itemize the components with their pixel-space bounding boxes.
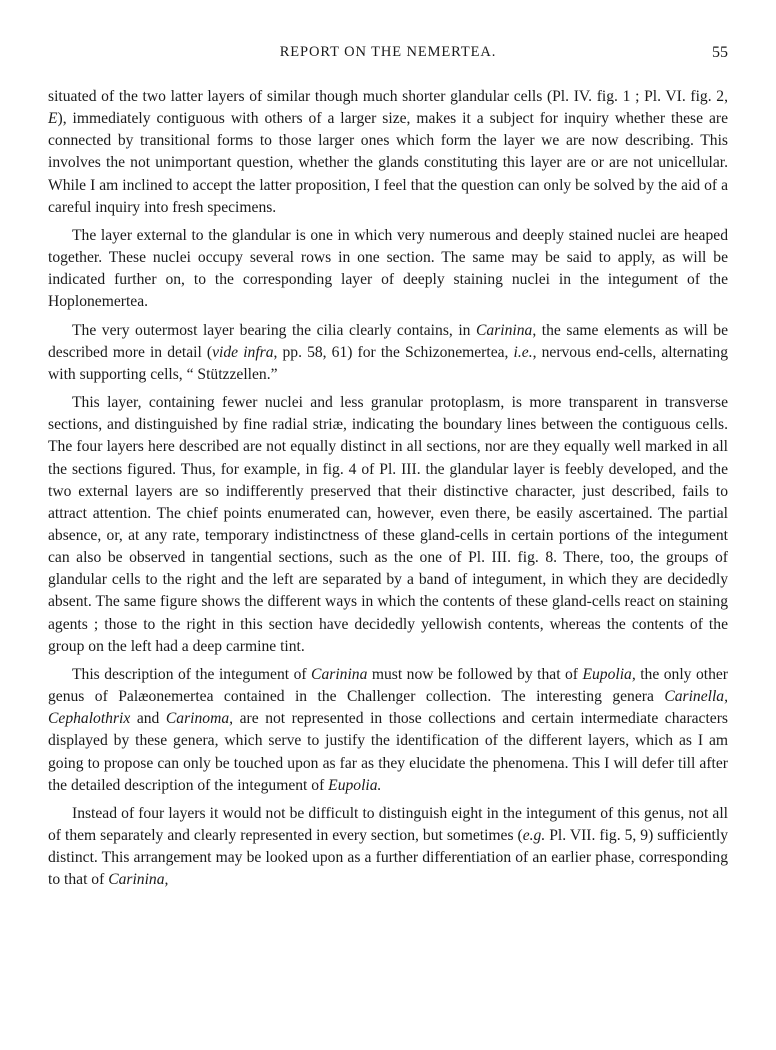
paragraph-3: The very outermost layer bearing the cilia clearly contains, in Carinina, the same elements as will be described more in detail (vide infra, pp. 58, 61) for the Schizonemertea, i.e., nervous end-cells, alternating with supporting cells, “ Stützzellen.” xyxy=(48,321,729,383)
paragraph-5: This description of the integument of Carinina must now be followed by that of Eupolia, the only other genus of Palæonemertea contained in the Challenger collection. The interesting genera Carinella, Cephalothrix and Carinoma, are not represented in those collections and certain intermediate characters displayed by these genera, which serve to justify the identification of the different layers, which as I am going to propose can only be touched upon as far as they elucidate the phenomena. This I will defer till after the detailed description of the integument of Eupolia. xyxy=(48,665,728,794)
body-text xyxy=(48,86,728,897)
paragraph-2: The layer external to the glandular is one in which very numerous and deeply stained nuclei are heaped together. These nuclei occupy several rows in one section. The same may be said to apply, as will be indicated further on, to the corresponding layer of deeply staining nuclei in the integument of the Hoplonemertea. xyxy=(48,226,728,311)
paragraph-1: situated of the two latter layers of similar though much shorter glandular cells (Pl. IV. fig. 1 ; Pl. VI. fig. 2, E), immediately contiguous with others of a larger size, makes it a subject for inquiry whether these are connected by transitional forms to those larger ones which form the layer we are now describing. This involves the not unimportant question, whether the glands constituting this layer are or are not unicellular. While I am inclined to accept the latter proposition, I feel that the question can only be solved by the aid of a careful inquiry into fresh specimens. xyxy=(48,88,728,216)
page-number: 55 xyxy=(712,44,728,61)
paragraph-4: This layer, containing fewer nuclei and less granular protoplasm, is more transparent in transverse sections, and distinguished by fine radial striæ, indicating the boundary lines between the contiguous cells. The four layers here described are not equally distinct in all sections, nor are they equally well marked in all the sections figured. Thus, for example, in fig. 4 of Pl. III. the glandular layer is feebly developed, and the two external layers are so indifferently preserved that their distinctive character, just described, fails to attract attention. The chief points enumerated can, however, even there, be easily ascertained. The partial absence, or, at any rate, temporary indistinctness of these gland-cells in certain portions of the integument can also be observed in tangential sections, such as the one of Pl. III. fig. 8. There, too, the groups of glandular cells to the right and the left are separated by a band of integument, in which they are decidedly absent. The same figure shows the different ways in which the contents of these gland-cells react on staining agents ; those to the right in this section have decidedly yellowish contents, whereas the contents of the group on the left had a deep carmine tint. xyxy=(48,394,728,655)
paragraph-6: Instead of four layers it would not be difficult to distinguish eight in the integument of this genus, not all of them separately and clearly represented in every section, but sometimes (e.g. Pl. VII. fig. 5, 9) sufficiently distinct. This arrangement may be looked upon as a further differentiation of an earlier phase, corresponding to that of Carinina, xyxy=(48,804,729,889)
page-header xyxy=(48,44,728,68)
running-head: REPORT ON THE NEMERTEA. xyxy=(279,44,497,60)
